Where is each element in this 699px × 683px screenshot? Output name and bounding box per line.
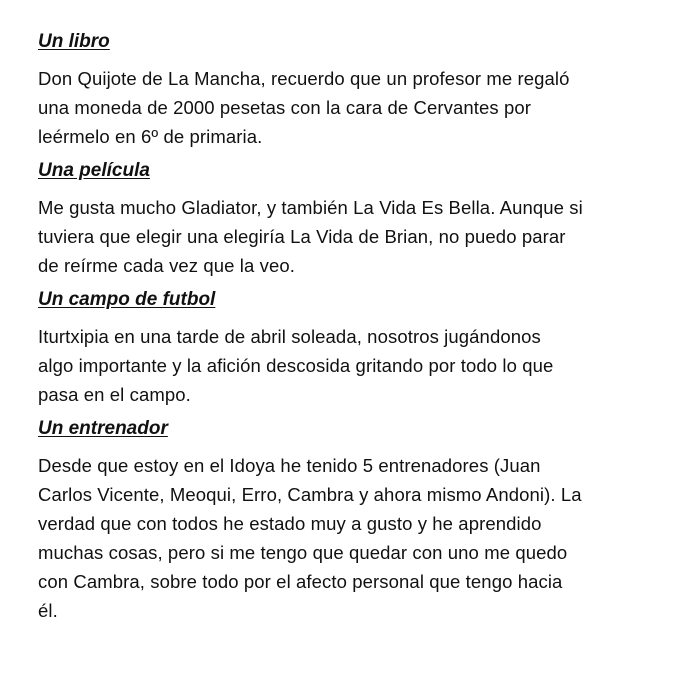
section-entrenador bbox=[38, 415, 668, 625]
body-line: Carlos Vicente, Meoqui, Erro, Cambra y ahora mismo Andoni). La bbox=[38, 484, 582, 505]
body-line: con Cambra, sobre todo por el afecto personal que tengo hacia bbox=[38, 571, 563, 592]
body-line: Me gusta mucho Gladiator, y también La Vida Es Bella. Aunque si bbox=[38, 197, 583, 218]
section-pelicula bbox=[38, 157, 668, 280]
section-body bbox=[38, 451, 668, 625]
body-line: muchas cosas, pero si me tengo que quedar con uno me quedo bbox=[38, 542, 568, 563]
body-line: verdad que con todos he estado muy a gusto y he aprendido bbox=[38, 513, 542, 534]
document-page bbox=[38, 28, 668, 631]
body-line: Desde que estoy en el Idoya he tenido 5 entrenadores (Juan bbox=[38, 455, 541, 476]
body-line: él. bbox=[38, 600, 58, 621]
section-campo-de-futbol bbox=[38, 286, 668, 409]
body-line: una moneda de 2000 pesetas con la cara de Cervantes por bbox=[38, 97, 531, 118]
body-line: tuviera que elegir una elegiría La Vida de Brian, no puedo parar bbox=[38, 226, 566, 247]
section-title: Un campo de futbol bbox=[38, 289, 216, 310]
body-line: Iturtxipia en una tarde de abril soleada, nosotros jugándonos bbox=[38, 326, 541, 347]
body-line: pasa en el campo. bbox=[38, 384, 191, 405]
section-libro bbox=[38, 28, 668, 151]
body-line: leérmelo en 6º de primaria. bbox=[38, 126, 263, 147]
body-line: algo importante y la afición descosida gritando por todo lo que bbox=[38, 355, 554, 376]
section-body bbox=[38, 64, 668, 151]
section-body bbox=[38, 322, 668, 409]
section-body bbox=[38, 193, 668, 280]
section-title: Un libro bbox=[38, 31, 110, 52]
body-line: Don Quijote de La Mancha, recuerdo que un profesor me regaló bbox=[38, 68, 570, 89]
section-title: Una película bbox=[38, 160, 150, 181]
body-line: de reírme cada vez que la veo. bbox=[38, 255, 296, 276]
section-title: Un entrenador bbox=[38, 418, 168, 439]
